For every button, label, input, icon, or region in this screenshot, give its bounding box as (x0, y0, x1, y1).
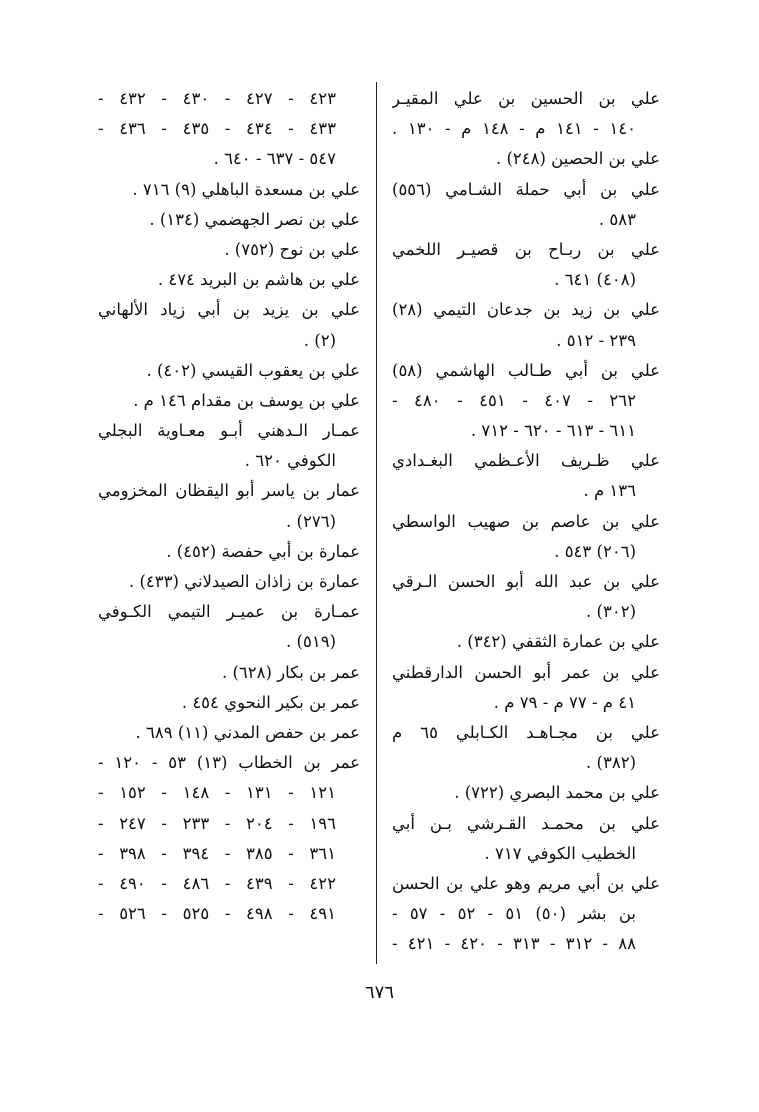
index-entry-continuation: (٤٠٨) ٦٤١ . (554, 270, 636, 290)
index-entry: علي بن أبي طـالب الهاشمي (٥٨) (392, 360, 660, 380)
index-entry-continuation: (٥١٩) . (286, 632, 336, 652)
index-entry-continuation: ٢٦٢ - ٤٠٧ - ٤٥١ - ٤٨٠ - (392, 390, 636, 410)
index-entry: عمر بن بكير النحوي ٤٥٤ . (181, 692, 360, 712)
index-entry-continuation: ١٣٦ م . (583, 481, 636, 501)
index-entry: علي بن الحصين (٢٤٨) . (495, 149, 660, 169)
index-entry: علي بن محمد البصري (٧٢٢) . (454, 783, 660, 803)
index-entry: علي بن أبي حملة الشـامي (٥٥٦) (392, 179, 660, 199)
index-entry: علي بن مسعدة الباهلي (٩) ٧١٦ . (132, 179, 360, 199)
index-entry-continuation: ٤٩١ - ٤٩٨ - ٥٢٥ - ٥٢٦ - (98, 904, 336, 924)
index-entry: علي بن نوح (٧٥٢) . (224, 239, 360, 259)
index-entry: علي بن عمارة الثقفي (٣٤٢) . (456, 632, 660, 652)
index-entry: عمر بن حفص المدني (١١) ٦٨٩ . (135, 722, 360, 742)
column-divider (376, 82, 377, 964)
index-entry: علي بن ربـاح بن قصيـر اللخمي (392, 239, 660, 259)
index-entry: عمار بن ياسر أبو اليقظان المخزومي (98, 481, 360, 501)
index-entry: علي بن محمـد القـرشي بـن أبي (392, 813, 660, 833)
left-column (98, 84, 360, 929)
index-entry: علي بن أبي مريم وهو علي بن الحسن (392, 873, 660, 893)
index-entry-continuation: بن بشر (٥٠) ٥١ - ٥٢ - ٥٧ - (392, 904, 636, 924)
index-entry: علي بن عمر أبو الحسن الدارقطني (392, 662, 660, 682)
index-entry-continuation: (٣٠٢) . (586, 602, 636, 622)
index-entry: عمارة بن زاذان الصيدلاني (٤٣٣) . (128, 572, 360, 591)
index-entry: عمارة بن أبي حفصة (٤٥٢) . (166, 541, 360, 561)
index-entry: عمر بن بكار (٦٢٨) . (221, 662, 360, 682)
index-entry: علي بن الحسين بن علي المقيـر (392, 89, 660, 108)
index-entry: علي ظـريف الأعـظمي البغـدادي (392, 451, 660, 471)
index-entry-continuation: ٥٤٧ - ٦٣٧ - ٦٤٠ . (213, 149, 336, 169)
index-entry-continuation: ٤٢٣ - ٤٢٧ - ٤٣٠ - ٤٣٢ - (98, 89, 336, 108)
index-entry: عمـارة بن عميـر التيمي الكـوفي (98, 602, 360, 622)
index-entry: عمـار الـدهني أبـو معـاوية البجلي (98, 421, 360, 441)
index-entry-continuation: ٤٢٢ - ٤٣٩ - ٤٨٦ - ٤٩٠ - (98, 873, 336, 893)
right-column (392, 84, 660, 959)
index-entry-continuation: (٣٨٢) . (586, 753, 636, 773)
index-entry: علي بن زيد بن جدعان التيمي (٢٨) (392, 300, 660, 320)
index-entry: علي بن يعقوب القيسي (٤٠٢) . (146, 360, 360, 380)
index-entry-continuation: ١٢١ - ١٣١ - ١٤٨ - ١٥٢ - (98, 783, 336, 803)
index-entry: علي بن يوسف بن مقدام ١٤٦ م . (133, 390, 360, 410)
index-entry-continuation: ٤٣٣ - ٤٣٤ - ٤٣٥ - ٤٣٦ - (98, 119, 336, 139)
index-entry-continuation: ١٩٦ - ٢٠٤ - ٢٣٣ - ٢٤٧ - (98, 813, 336, 833)
index-entry: علي بن هاشم بن البريد ٤٧٤ . (157, 270, 360, 290)
index-entry: علي بن مجـاهـد الكـابلي ٦٥ م (392, 722, 660, 742)
index-entry-continuation: ٥٨٣ . (598, 209, 636, 229)
index-entry-continuation: ١٤٠ - ١٤١ م - ١٤٨ م - ١٣٠ . (392, 119, 636, 139)
index-entry: علي بن عاصم بن صهيب الواسطي (392, 511, 660, 531)
index-entry: علي بن عبد الله أبو الحسن الـرقي (392, 572, 660, 591)
index-entry-continuation: ٨٨ - ٣١٢ - ٣١٣ - ٤٢٠ - ٤٢١ - (392, 934, 636, 954)
index-entry-continuation: ٦١١ - ٦١٣ - ٦٢٠ - ٧١٢ . (470, 421, 636, 441)
index-entry-continuation: (٢) . (303, 330, 336, 350)
index-entry-continuation: الخطيب الكوفي ٧١٧ . (484, 843, 636, 863)
index-entry: علي بن يزيد بن أبي زياد الألهاني (98, 300, 360, 320)
index-entry-continuation: ٤١ م - ٧٧ م - ٧٩ م . (493, 692, 636, 712)
index-entry-continuation: (٢٠٦) ٥٤٣ . (554, 541, 636, 561)
page-number: ٦٧٦ (364, 982, 394, 1003)
index-entry-continuation: الكوفي ٦٢٠ . (244, 451, 336, 471)
index-entry-continuation: (٢٧٦) . (286, 511, 336, 531)
index-entry-continuation: ٣٦١ - ٣٨٥ - ٣٩٤ - ٣٩٨ - (98, 843, 336, 863)
index-entry-continuation: ٢٣٩ - ٥١٢ . (556, 330, 636, 350)
index-entry: علي بن نصر الجهضمي (١٣٤) . (149, 209, 360, 229)
index-entry: عمر بن الخطاب (١٣) ٥٣ - ١٢٠ - (98, 753, 360, 773)
